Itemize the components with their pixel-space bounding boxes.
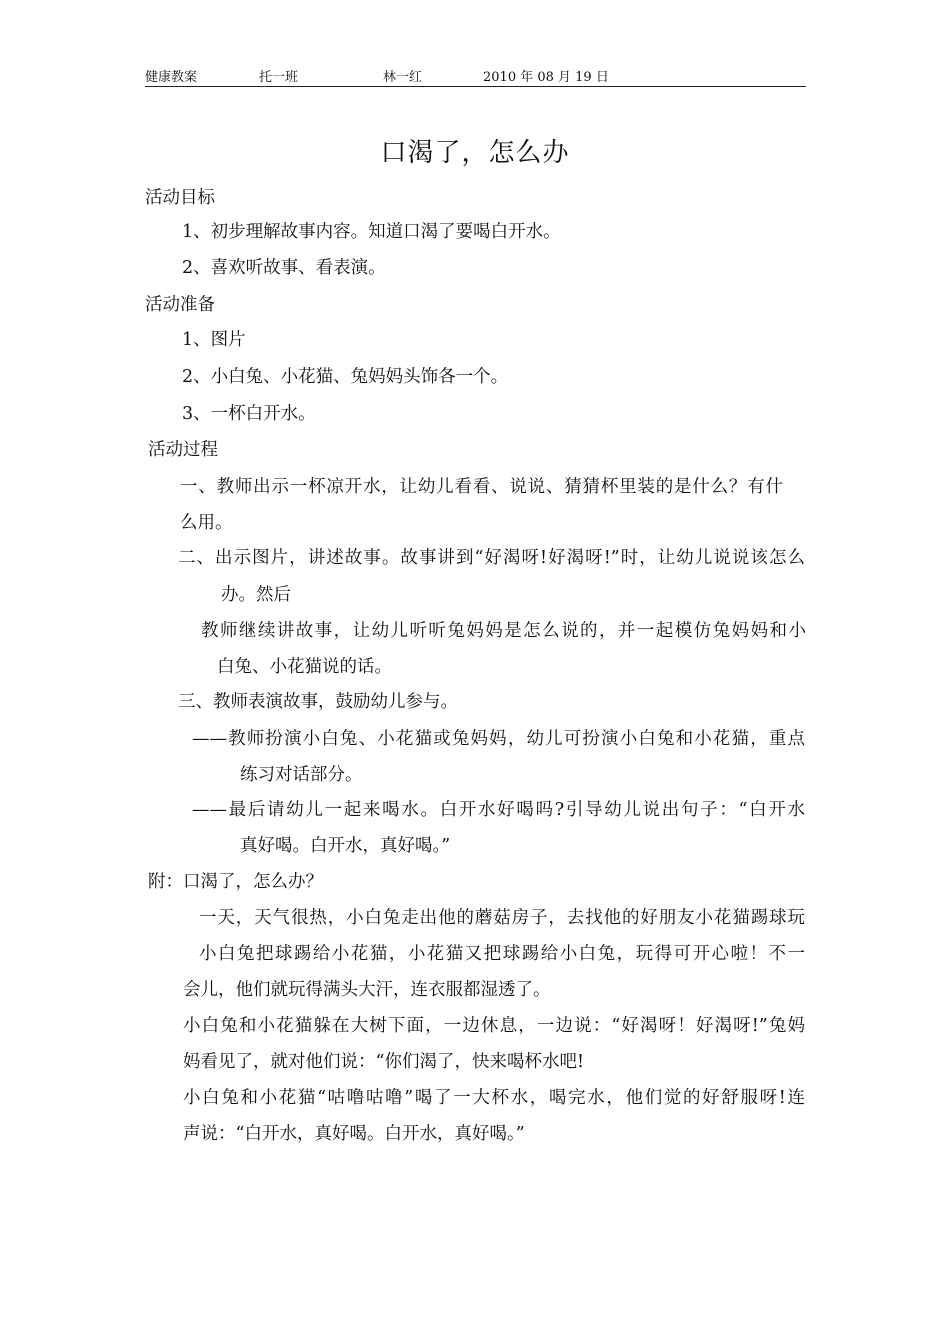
page-header [145, 66, 806, 87]
section-heading-goals: 活动目标 [145, 188, 215, 208]
process-line: 办。然后 [221, 585, 291, 605]
process-line: ——最后请幼儿一起来喝水。白开水好喝吗?引导幼儿说出句子：“白开水 [192, 800, 805, 820]
story-line: 妈看见了，就对他们说：“你们渴了，快来喝杯水吧! [183, 1052, 584, 1072]
goal-item: 1、初步理解故事内容。知道口渴了要喝白开水。 [182, 222, 561, 242]
process-line: ——教师扮演小白兔、小花猫或兔妈妈，幼儿可扮演小白兔和小花猫，重点 [192, 729, 805, 749]
process-line: 二、出示图片，讲述故事。故事讲到“好渴呀!好渴呀!”时，让幼儿说说该怎么 [178, 548, 805, 568]
story-line: 小白兔和小花猫“咕噜咕噜”喝了一大杯水，喝完水，他们觉的好舒服呀!连 [183, 1088, 805, 1108]
process-line: 白兔、小花猫说的话。 [217, 657, 392, 677]
preparation-item: 3、一杯白开水。 [182, 404, 316, 424]
header-teacher: 林一红 [383, 70, 423, 85]
preparation-item: 2、小白兔、小花猫、兔妈妈头饰各一个。 [182, 367, 509, 387]
section-heading-preparation: 活动准备 [145, 295, 215, 315]
process-line: 练习对话部分。 [240, 765, 363, 785]
story-line: 会儿，他们就玩得满头大汗，连衣服都湿透了。 [183, 980, 551, 1000]
header-date: 2010 年 08 月 19 日 [483, 70, 609, 85]
header-category: 健康教案 [145, 70, 198, 85]
goal-item: 2、喜欢听故事、看表演。 [182, 258, 386, 278]
story-line: 小白兔把球踢给小花猫，小花猫又把球踢给小白兔，玩得可开心啦！不一 [199, 944, 805, 964]
section-heading-appendix: 附：口渴了，怎么办？ [148, 872, 323, 892]
story-line: 声说：“白开水，真好喝。白开水，真好喝。” [183, 1124, 525, 1144]
process-line: 么用。 [180, 513, 233, 533]
process-line: 一、教师出示一杯凉开水，让幼儿看看、说说、猜猜杯里装的是什么？有什 [180, 477, 783, 497]
process-line: 真好喝。白开水，真好喝。” [240, 836, 451, 856]
story-line: 一天，天气很热，小白兔走出他的蘑菇房子，去找他的好朋友小花猫踢球玩 [199, 908, 805, 928]
preparation-item: 1、图片 [182, 330, 246, 350]
process-line: 三、教师表演故事，鼓励幼儿参与。 [178, 692, 458, 712]
story-line: 小白兔和小花猫躲在大树下面，一边休息，一边说：“好渴呀！好渴呀!”兔妈 [183, 1016, 805, 1036]
section-heading-process: 活动过程 [148, 440, 218, 460]
document-title: 口渴了，怎么办 [380, 138, 570, 168]
header-class: 托一班 [259, 70, 299, 85]
process-line: 教师继续讲故事，让幼儿听听兔妈妈是怎么说的，并一起模仿兔妈妈和小 [201, 621, 806, 641]
